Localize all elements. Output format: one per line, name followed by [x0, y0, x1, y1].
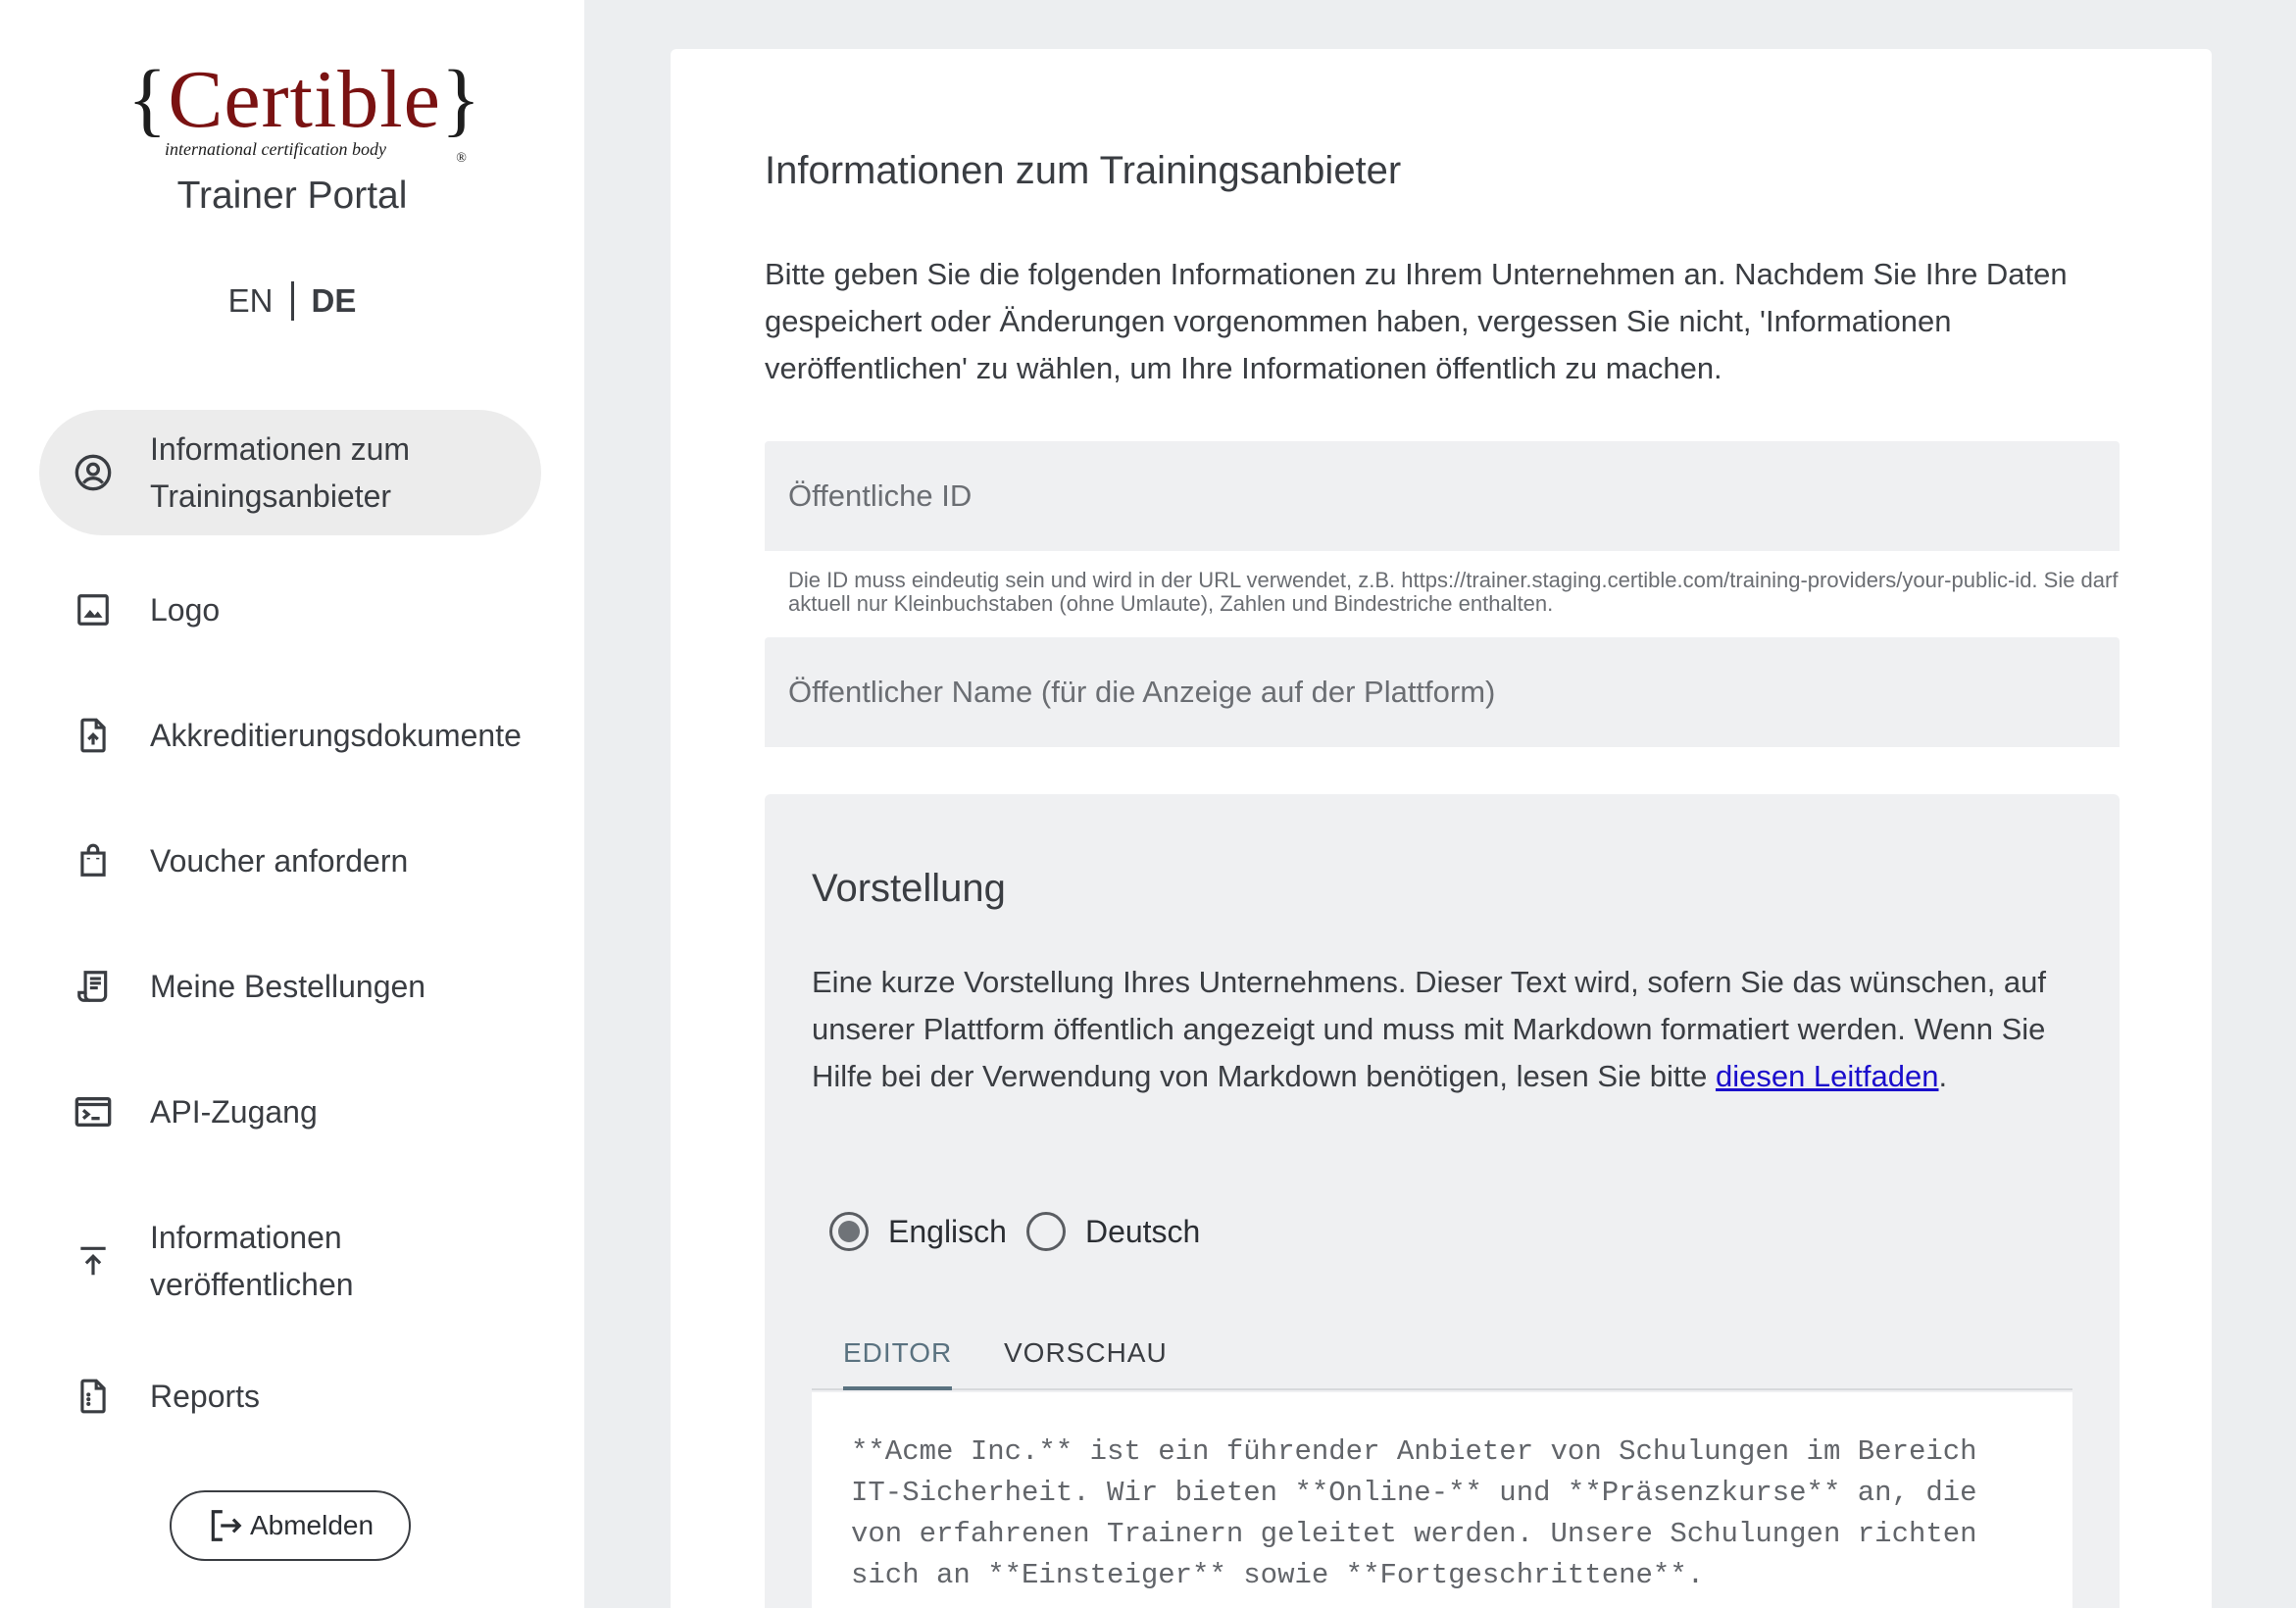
markdown-editor[interactable]: [812, 1392, 2072, 1608]
sidebar-item-label: Meine Bestellungen: [150, 969, 426, 1004]
introduction-section: [765, 794, 2120, 1608]
section-title: Vorstellung: [812, 867, 1006, 910]
logout-button[interactable]: [170, 1490, 411, 1561]
report-icon: [73, 1376, 114, 1417]
public-name-input[interactable]: [765, 637, 2120, 747]
public-id-field[interactable]: [765, 441, 2120, 551]
sidebar-item-label: Informationen zum Trainingsanbieter: [150, 431, 411, 514]
logout-icon: [207, 1507, 250, 1544]
sidebar-item-publish-information[interactable]: [39, 1208, 541, 1314]
training-provider-card: [671, 49, 2212, 1608]
page-title: Informationen zum Trainingsanbieter: [765, 149, 1402, 192]
editor-tabs: [812, 1324, 2072, 1390]
public-id-hint: Die ID muss eindeutig sein und wird in der URL verwendet, z.B. https://trainer.staging.certible.com/training-providers/your-public-id. Sie darf aktuell nur Kleinbuchstaben (ohne Umlaute), Zahlen und Bindestriche enthalten.: [788, 568, 2119, 616]
sidebar-item-label: Reports: [150, 1379, 261, 1414]
radio-label: Englisch: [888, 1213, 1007, 1249]
sidebar-item-label: Voucher anfordern: [150, 843, 409, 879]
terminal-icon: [73, 1091, 114, 1132]
intro-text: Bitte geben Sie die folgenden Informationen zu Ihrem Unternehmen an. Nachdem Sie Ihre Daten gespeichert oder Änderungen vorgenommen haben, vergessen Sie nicht, 'Informationen veröffentlichen' zu wählen, um Ihre Informationen öffentlich zu machen.: [765, 257, 2068, 385]
sidebar-item-label: Akkreditierungsdokumente: [150, 718, 522, 753]
publish-icon: [73, 1240, 114, 1281]
logo-tagline: international certification body: [165, 139, 386, 159]
radio-english[interactable]: [829, 1212, 1007, 1251]
sidebar-item-my-orders[interactable]: [39, 951, 541, 1022]
sidebar-item-label: Logo: [150, 592, 221, 628]
sidebar: [0, 0, 584, 1608]
language-switcher: [0, 280, 584, 321]
certible-logo[interactable]: [127, 51, 482, 167]
shopping-bag-icon: [73, 840, 114, 881]
portal-title: Trainer Portal: [176, 175, 408, 217]
language-radio-group: [829, 1212, 1200, 1251]
sidebar-item-logo[interactable]: [39, 575, 541, 645]
sidebar-item-accreditation-documents[interactable]: [39, 700, 541, 771]
sidebar-item-reports[interactable]: [39, 1361, 541, 1432]
logout-label: Abmelden: [249, 1510, 374, 1540]
radio-button-unchecked[interactable]: [1026, 1212, 1066, 1251]
markdown-guide-link[interactable]: diesen Leitfaden: [1715, 1059, 1939, 1093]
user-circle-icon: [73, 452, 114, 493]
tab-preview[interactable]: VORSCHAU: [1004, 1337, 1168, 1368]
public-id-input[interactable]: [765, 441, 2120, 551]
sidebar-item-label: Informationen veröffentlichen: [150, 1220, 354, 1302]
sidebar-item-training-provider-info[interactable]: [39, 410, 541, 535]
sidebar-item-request-voucher[interactable]: [39, 826, 541, 896]
section-description: Eine kurze Vorstellung Ihres Unternehmens. Dieser Text wird, sofern Sie das wünschen, auf unserer Plattform öffentlich angezeigt und muss mit Markdown formatiert werden. Wenn Sie Hilfe bei der Verwendung von Markdown benötigen, lesen Sie bitte diesen Leitfaden.: [812, 965, 2047, 1093]
file-upload-icon: [73, 715, 114, 756]
language-de[interactable]: DE: [311, 282, 357, 320]
language-separator: [291, 281, 294, 321]
image-icon: [73, 589, 114, 630]
radio-button-checked[interactable]: [829, 1212, 869, 1251]
sidebar-item-label: API-Zugang: [150, 1094, 318, 1130]
public-name-field[interactable]: [765, 637, 2120, 747]
logo-wordmark: {Certible}®: [127, 54, 482, 166]
radio-label: Deutsch: [1084, 1213, 1201, 1249]
receipt-icon: [73, 966, 114, 1007]
sidebar-item-api-access[interactable]: [39, 1077, 541, 1147]
language-en[interactable]: EN: [227, 282, 274, 320]
radio-german[interactable]: [1026, 1212, 1200, 1251]
tab-editor[interactable]: EDITOR: [843, 1324, 952, 1390]
